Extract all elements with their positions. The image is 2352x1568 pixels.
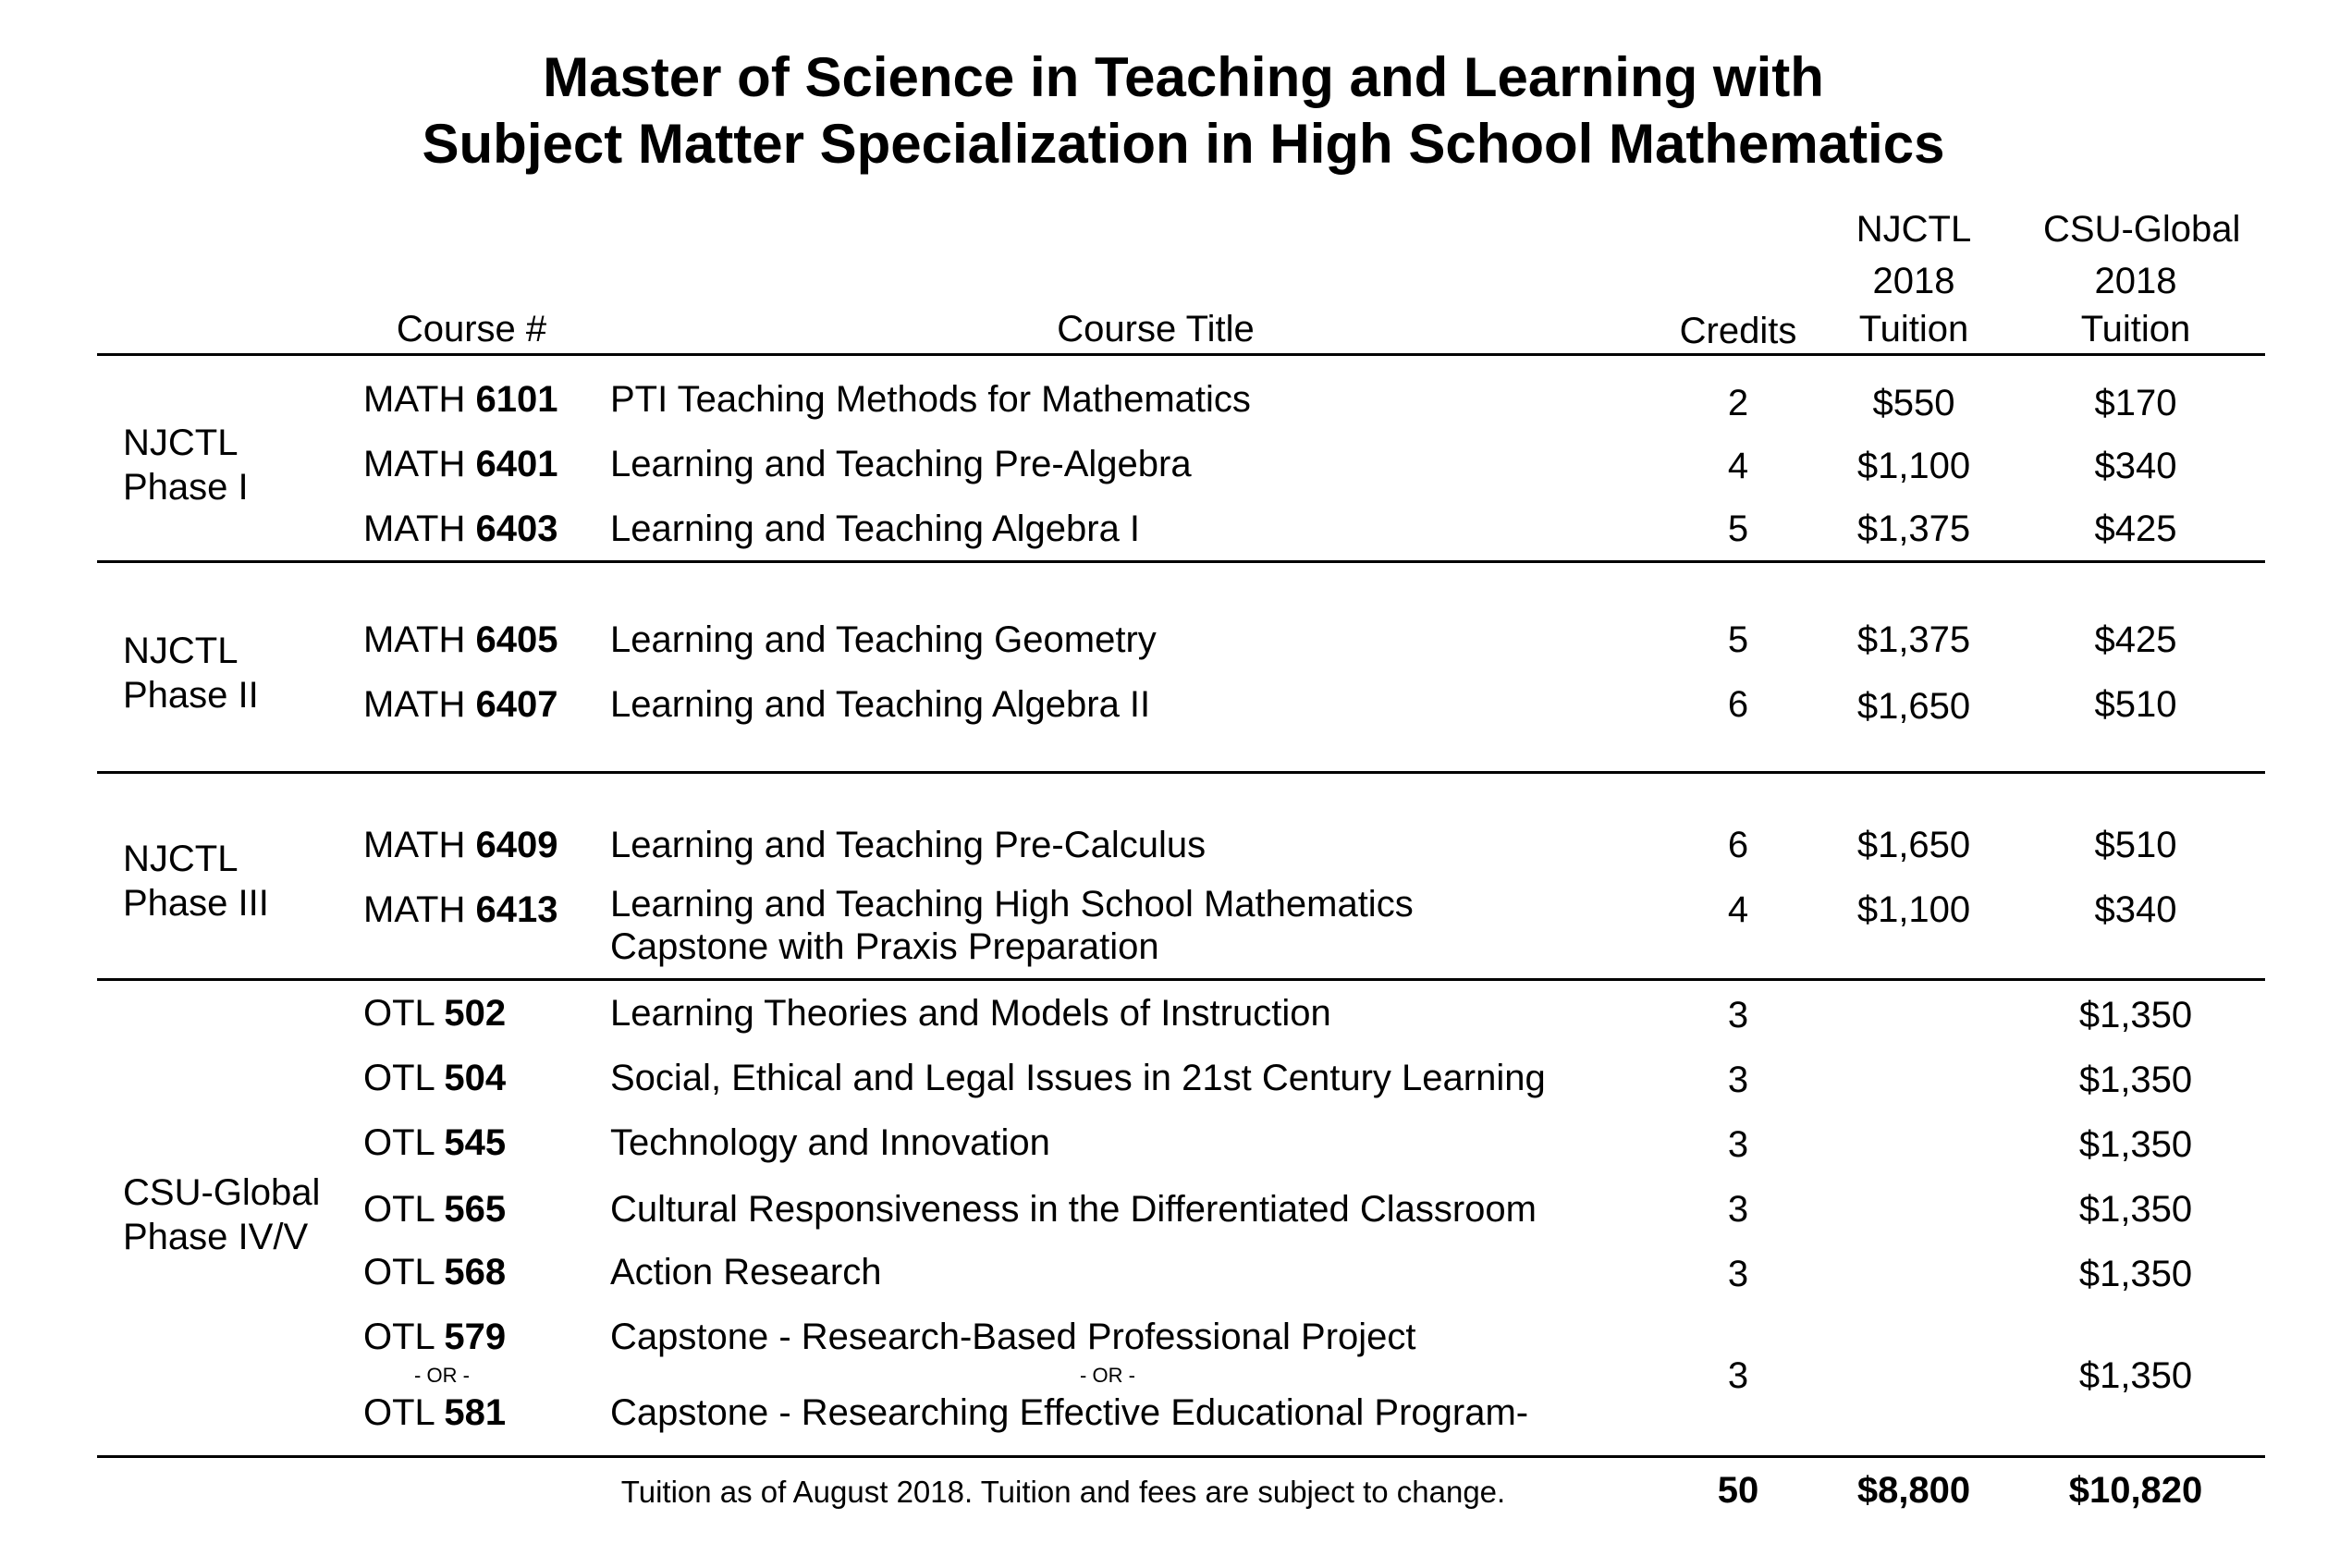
course-row [0, 819, 2352, 875]
header-credits: Credits [1679, 311, 1797, 351]
total-credits: 50 [1717, 1470, 1759, 1511]
or-separator-course-title: - OR - [1080, 1364, 1135, 1387]
course-credits: 3 [1727, 1189, 1749, 1230]
course-digits: 579 [444, 1317, 507, 1357]
course-number [363, 1183, 506, 1235]
course-credits: 5 [1727, 508, 1749, 549]
course-prefix: MATH [363, 508, 476, 549]
course-title: PTI Teaching Methods for Mathematics [610, 379, 1251, 420]
course-number [363, 884, 557, 936]
course-prefix: MATH [363, 444, 476, 484]
course-digits: 502 [444, 993, 507, 1034]
course-prefix: MATH [363, 889, 476, 930]
course-number [363, 503, 557, 555]
csu-tuition: $425 [2094, 619, 2177, 660]
course-title: Learning Theories and Models of Instruction [610, 993, 1331, 1034]
course-credits: 3 [1727, 1060, 1749, 1100]
course-row [0, 884, 2352, 939]
course-digits: 6413 [475, 889, 558, 930]
header-njctl-line-1: NJCTL [1856, 209, 1972, 250]
course-row [0, 374, 2352, 429]
course-digits: 504 [444, 1058, 507, 1098]
course-digits: 6407 [475, 684, 558, 725]
course-prefix: MATH [363, 379, 476, 420]
course-row [0, 1052, 2352, 1108]
course-title: Learning and Teaching Algebra I [610, 508, 1141, 549]
phase-label-line-1: NJCTL [123, 631, 239, 671]
header-course-title: Course Title [1057, 309, 1255, 349]
course-credits: 3 [1727, 995, 1749, 1035]
course-row [0, 1183, 2352, 1239]
course-digits: 6405 [475, 619, 558, 660]
course-credits: 4 [1727, 889, 1749, 930]
course-prefix: MATH [363, 619, 476, 660]
phase-label-line-2: Phase IV/V [123, 1217, 309, 1257]
csu-tuition: $1,350 [2078, 1060, 2193, 1100]
header-course-number: Course # [396, 309, 547, 349]
course-row [0, 438, 2352, 494]
csu-tuition: $170 [2094, 383, 2177, 423]
njctl-tuition: $550 [1872, 383, 1955, 423]
course-prefix: OTL [363, 1122, 445, 1163]
course-number [363, 614, 557, 666]
csu-tuition: $1,350 [2078, 1189, 2193, 1230]
course-number [363, 1246, 506, 1298]
course-digits: 6401 [475, 444, 558, 484]
csu-tuition: $425 [2094, 508, 2177, 549]
course-digits: 6403 [475, 508, 558, 549]
course-credits: 4 [1727, 446, 1749, 486]
phase-label-line-2: Phase II [123, 675, 259, 716]
course-row [0, 1117, 2352, 1172]
course-prefix: OTL [363, 993, 445, 1034]
course-title: Action Research [610, 1252, 882, 1292]
course-row [0, 1246, 2352, 1302]
course-prefix: MATH [363, 825, 476, 865]
course-title: Cultural Responsiveness in the Differentiated Classroom [610, 1189, 1537, 1230]
course-digits: 568 [444, 1252, 507, 1292]
course-title-continuation: Capstone with Praxis Preparation [610, 926, 1159, 967]
title-line-2: Subject Matter Specialization in High School Mathematics [422, 113, 1945, 175]
section-divider-2 [97, 771, 2265, 774]
header-njctl-line-2: 2018 [1872, 261, 1955, 301]
course-title: Learning and Teaching Algebra II [610, 684, 1151, 725]
course-prefix: MATH [363, 684, 476, 725]
course-number [363, 438, 557, 490]
header-csu-line-2: 2018 [2094, 261, 2177, 301]
course-prefix: OTL [363, 1252, 445, 1292]
course-credits: 5 [1727, 619, 1749, 660]
course-row [0, 679, 2352, 734]
course-number [363, 374, 557, 425]
course-row [0, 987, 2352, 1043]
njctl-tuition: $1,100 [1856, 889, 1971, 930]
course-title: Learning and Teaching High School Mathematics [610, 884, 1414, 925]
njctl-tuition: $1,650 [1856, 686, 1971, 727]
header-njctl-tuition [1821, 205, 2006, 353]
course-credits: 6 [1727, 684, 1749, 725]
footer-rule [97, 1455, 2265, 1458]
course-title: Capstone - Research-Based Professional Project [610, 1317, 1416, 1357]
course-digits: 6101 [475, 379, 558, 420]
course-title: Social, Ethical and Legal Issues in 21st Century Learning [610, 1058, 1546, 1098]
capstone-choice-values [0, 1350, 2352, 1405]
course-prefix: OTL [363, 1058, 445, 1098]
course-title: Learning and Teaching Pre-Calculus [610, 825, 1207, 865]
phase-label-line-1: NJCTL [123, 423, 239, 463]
section-divider-1 [97, 560, 2265, 563]
course-title: Learning and Teaching Pre-Algebra [610, 444, 1192, 484]
csu-tuition: $340 [2094, 889, 2177, 930]
course-credits: 2 [1727, 383, 1749, 423]
course-number [363, 987, 506, 1039]
total-njctl-tuition: $8,800 [1856, 1470, 1971, 1511]
csu-tuition: $1,350 [2078, 1124, 2193, 1165]
course-digits: 565 [444, 1189, 507, 1230]
course-digits: 545 [444, 1122, 507, 1163]
csu-tuition: $510 [2094, 684, 2177, 725]
njctl-tuition: $1,100 [1856, 446, 1971, 486]
course-number [363, 679, 557, 730]
course-title: Technology and Innovation [610, 1122, 1050, 1163]
page-title [0, 44, 2352, 178]
course-digits: 6409 [475, 825, 558, 865]
course-credits: 6 [1727, 825, 1749, 865]
phase-label-line-2: Phase III [123, 883, 269, 924]
phase-label-line-2: Phase I [123, 467, 249, 508]
course-number [363, 819, 557, 871]
or-separator-course-number: - OR - [414, 1364, 470, 1387]
course-number [363, 1117, 506, 1169]
capstone-credits: 3 [1727, 1355, 1749, 1396]
course-number [363, 1052, 506, 1104]
csu-tuition: $340 [2094, 446, 2177, 486]
header-csu-line-3: Tuition [2080, 309, 2191, 349]
course-title: Capstone - Researching Effective Educational Program- [610, 1392, 1529, 1433]
course-row [0, 614, 2352, 669]
course-digits: 581 [444, 1392, 507, 1433]
title-line-1: Master of Science in Teaching and Learning with [543, 46, 1824, 108]
course-title: Learning and Teaching Geometry [610, 619, 1157, 660]
phase-label-line-1: NJCTL [123, 839, 239, 879]
course-prefix: OTL [363, 1189, 445, 1230]
header-csu-line-1: CSU-Global [2043, 209, 2241, 250]
header-csu-tuition [2043, 205, 2241, 353]
course-row [0, 503, 2352, 558]
section-divider-3 [97, 978, 2265, 981]
course-prefix: OTL [363, 1392, 445, 1433]
phase-label-line-1: CSU-Global [123, 1172, 321, 1213]
njctl-tuition: $1,375 [1856, 508, 1971, 549]
course-credits: 3 [1727, 1254, 1749, 1294]
tuition-note: Tuition as of August 2018. Tuition and fees are subject to change. [620, 1475, 1506, 1509]
header-rule [97, 353, 2265, 356]
csu-tuition: $1,350 [2078, 995, 2193, 1035]
header-njctl-line-3: Tuition [1858, 309, 1969, 349]
csu-tuition: $1,350 [2078, 1254, 2193, 1294]
njctl-tuition: $1,375 [1856, 619, 1971, 660]
capstone-csu-tuition: $1,350 [2078, 1355, 2193, 1396]
njctl-tuition: $1,650 [1856, 825, 1971, 865]
csu-tuition: $510 [2094, 825, 2177, 865]
total-csu-tuition: $10,820 [2068, 1470, 2203, 1511]
course-credits: 3 [1727, 1124, 1749, 1165]
course-prefix: OTL [363, 1317, 445, 1357]
